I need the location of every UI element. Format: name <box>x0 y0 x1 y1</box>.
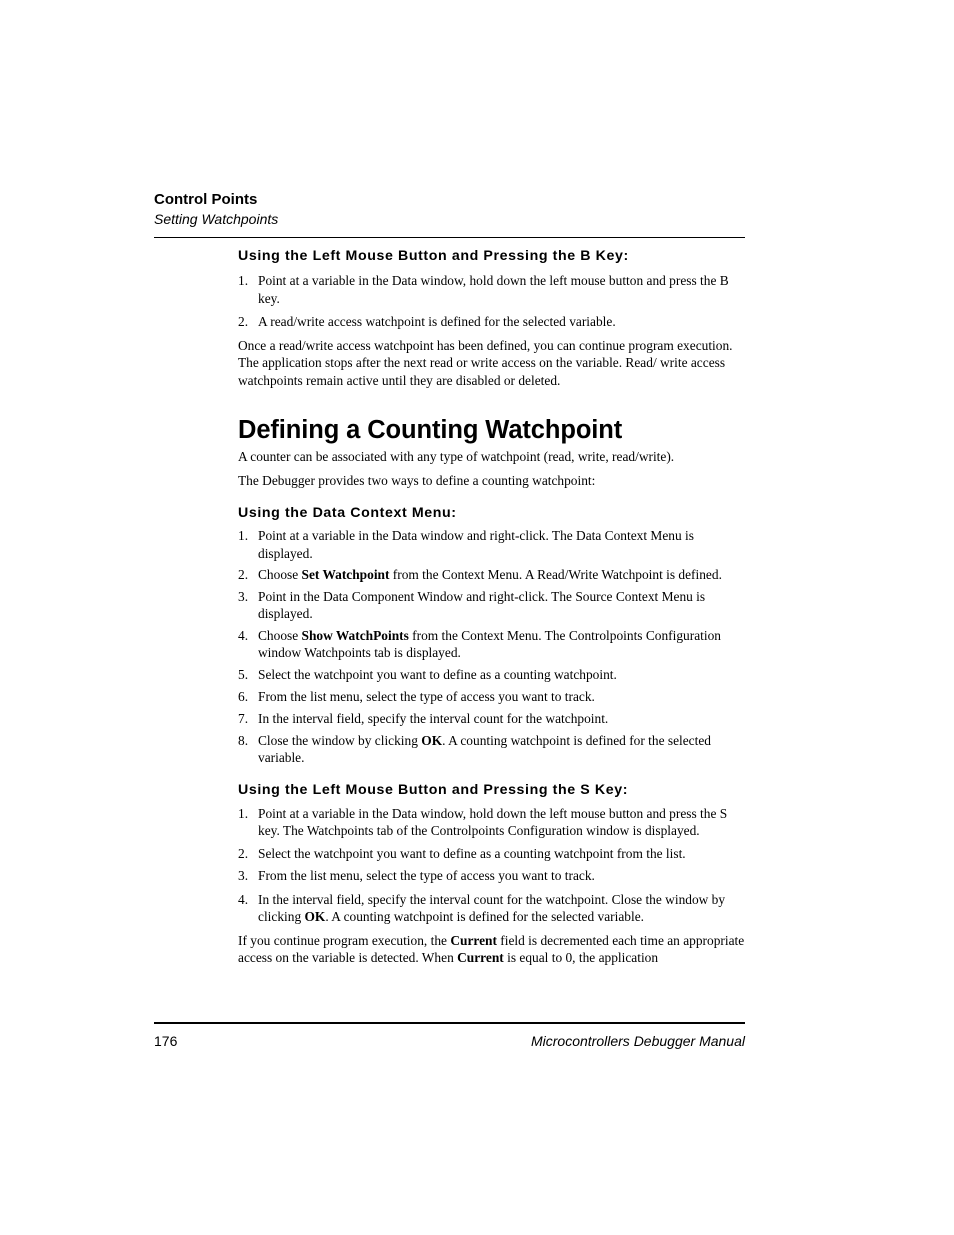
step-number: 1. <box>238 805 249 821</box>
manual-title: Microcontrollers Debugger Manual <box>531 1033 745 1049</box>
step-text: Choose Set Watchpoint from the Context Menu. A Read/Write Watchpoint is defined. <box>258 567 722 582</box>
step-number: 7. <box>238 710 249 726</box>
step-number: 4. <box>238 627 249 643</box>
section-subtitle: Setting Watchpoints <box>154 211 279 227</box>
step-number: 3. <box>238 588 249 604</box>
list-item <box>238 891 745 926</box>
heading-s-key: Using the Left Mouse Button and Pressing the S Key: <box>238 781 629 798</box>
paragraph: Once a read/write access watchpoint has been defined, you can continue program execution. The application stops after the next read or write access on the variable. Read/ write access watchpoints remain active until they are disabled or deleted. <box>238 337 733 388</box>
heading-b-key: Using the Left Mouse Button and Pressing the B Key: <box>238 248 629 264</box>
step-number: 1. <box>238 273 249 288</box>
step-text: In the interval field, specify the interval count for the watchpoint. <box>258 710 609 726</box>
list-item <box>238 845 745 863</box>
list-item <box>238 805 745 840</box>
step-text: From the list menu, select the type of access you want to track. <box>258 868 595 883</box>
step-number: 6. <box>238 688 249 704</box>
step-text: Point in the Data Component Window and right-click. The Source Context Menu is displayed. <box>258 588 706 621</box>
list-item <box>238 272 745 307</box>
step-number: 5. <box>238 666 249 682</box>
paragraph: The Debugger provides two ways to define a counting watchpoint: <box>238 472 596 488</box>
step-number: 2. <box>238 845 249 861</box>
menu-command: Show WatchPoints <box>301 627 409 643</box>
step-number: 4. <box>238 891 249 907</box>
step-text: Point at a variable in the Data window, hold down the left mouse button and press the B key. <box>258 273 729 306</box>
step-text: From the list menu, select the type of access you want to track. <box>258 688 595 704</box>
list-item <box>238 688 745 706</box>
chapter-title: Control Points <box>154 191 258 208</box>
step-text: Close the window by clicking OK. A counting watchpoint is defined for the selected variable. <box>258 732 711 765</box>
button-reference: OK <box>304 909 326 924</box>
context-menu-steps <box>238 527 745 767</box>
list-item <box>238 627 745 662</box>
list-item <box>238 566 745 584</box>
button-reference: OK <box>421 732 443 748</box>
field-reference: Current <box>457 950 504 965</box>
list-item <box>238 666 745 684</box>
s-key-steps <box>238 805 745 926</box>
step-number: 2. <box>238 567 249 582</box>
list-item <box>238 710 745 728</box>
list-item <box>238 867 745 885</box>
b-key-steps <box>238 272 745 331</box>
footer-rule <box>154 1022 745 1024</box>
paragraph: If you continue program execution, the Current field is decremented each time an appropriate access on the variable is detected. When Current is equal to 0, the application <box>238 932 745 965</box>
paragraph: A counter can be associated with any type of watchpoint (read, write, read/write). <box>238 449 675 464</box>
step-text: Select the watchpoint you want to define as a counting watchpoint. <box>258 666 617 682</box>
step-text: Point at a variable in the Data window and right-click. The Data Context Menu is displayed. <box>258 528 694 561</box>
field-reference: Current <box>450 932 497 948</box>
step-number: 1. <box>238 528 249 543</box>
step-text: In the interval field, specify the interval count for the watchpoint. Close the window by clicking OK. A counting watchpoint is defined for the selected variable. <box>258 891 726 924</box>
step-number: 3. <box>238 868 249 883</box>
step-text: Point at a variable in the Data window, hold down the left mouse button and press the S key. The Watchpoints tab of the Controlpoints Configuration window is displayed. <box>258 805 728 838</box>
step-text: Choose Show WatchPoints from the Context Menu. The Controlpoints Configuration window Watchpoints tab is displayed. <box>258 627 721 660</box>
list-item <box>238 313 745 331</box>
step-number: 8. <box>238 732 249 748</box>
page-number: 176 <box>154 1033 178 1049</box>
heading-context-menu: Using the Data Context Menu: <box>238 505 457 521</box>
list-item <box>238 732 745 767</box>
step-number: 2. <box>238 314 249 329</box>
step-text: Select the watchpoint you want to define as a counting watchpoint from the list. <box>258 845 686 861</box>
step-text: A read/write access watchpoint is defined for the selected variable. <box>258 314 616 329</box>
list-item <box>238 588 745 623</box>
header-rule <box>154 237 745 238</box>
menu-command: Set Watchpoint <box>301 567 390 582</box>
page-content <box>238 246 745 967</box>
section-title: Defining a Counting Watchpoint <box>238 416 623 444</box>
list-item <box>238 527 745 562</box>
